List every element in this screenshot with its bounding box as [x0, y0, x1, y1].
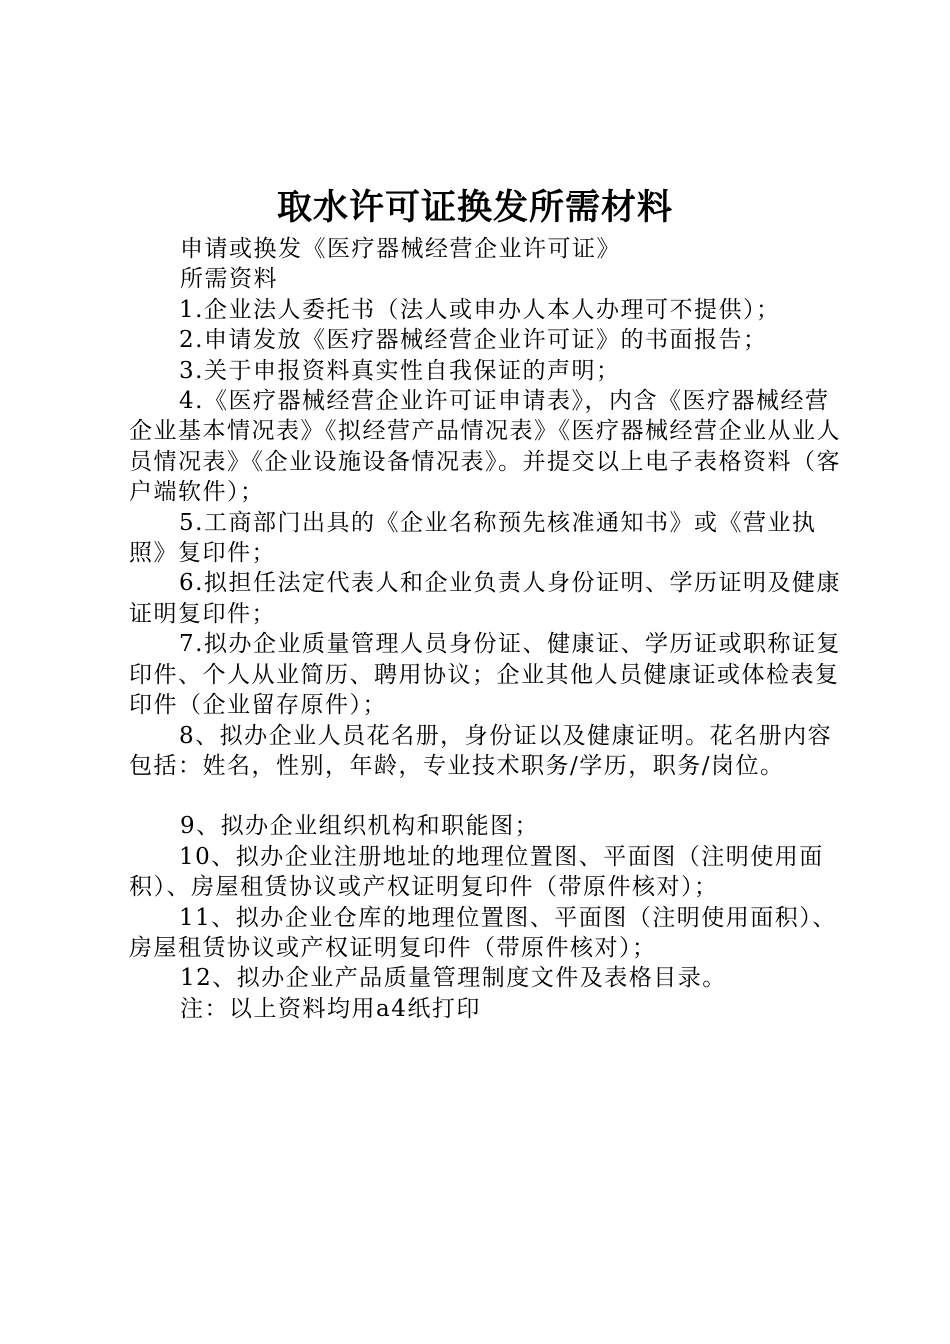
- list-item-6: 6.拟担任法定代表人和企业负责人身份证明、学历证明及健康证明复印件；: [129, 570, 841, 627]
- document-body: [129, 234, 844, 1024]
- list-item-9: 9、拟办企业组织机构和职能图；: [180, 813, 540, 840]
- document-title: 取水许可证换发所需材料: [276, 188, 673, 228]
- list-item-12: 12、拟办企业产品质量管理制度文件及表格目录。: [180, 965, 727, 992]
- list-item-10: 10、拟办企业注册地址的地理位置图、平面图（注明使用面积）、房屋租赁协议或产权证明复印件（带原件核对）；: [129, 843, 824, 901]
- blank-line: [129, 781, 844, 811]
- list-item-7: 7.拟办企业质量管理人员身份证、健康证、学历证或职称证复印件、个人从业简历、聘用协议；企业其他人员健康证或体检表复印件（企业留存原件）；: [129, 631, 841, 719]
- list-item-11: 11、拟办企业仓库的地理位置图、平面图（注明使用面积）、房屋租赁协议或产权证明复印件（带原件核对）；: [129, 904, 837, 961]
- list-item-2: 2.申请发放《医疗器械经营企业许可证》的书面报告；: [179, 327, 768, 354]
- list-item-4: 4.《医疗器械经营企业许可证申请表》，内含《医疗器械经营企业基本情况表》《拟经营产品情况表》《医疗器械经营企业从业人员情况表》《企业设施设备情况表》。并提交以上电子表格资料（客户端软件）；: [129, 388, 841, 506]
- paragraph-required-materials: 所需资料: [180, 266, 278, 293]
- note: 注：以上资料均用a4纸打印: [180, 995, 481, 1022]
- list-item-8: 8、拟办企业人员花名册，身份证以及健康证明。花名册内容包括：姓名，性别，年龄，专业技术职务/学历，职务/岗位。: [129, 722, 833, 779]
- list-item-1: 1.企业法人委托书（法人或申办人本人办理可不提供）；: [179, 296, 781, 323]
- list-item-3: 3.关于申报资料真实性自我保证的声明；: [179, 357, 621, 384]
- paragraph-intro: 申请或换发《医疗器械经营企业许可证》: [180, 236, 621, 262]
- list-item-5: 5.工商部门出具的《企业名称预先核准通知书》或《营业执照》复印件；: [129, 509, 817, 567]
